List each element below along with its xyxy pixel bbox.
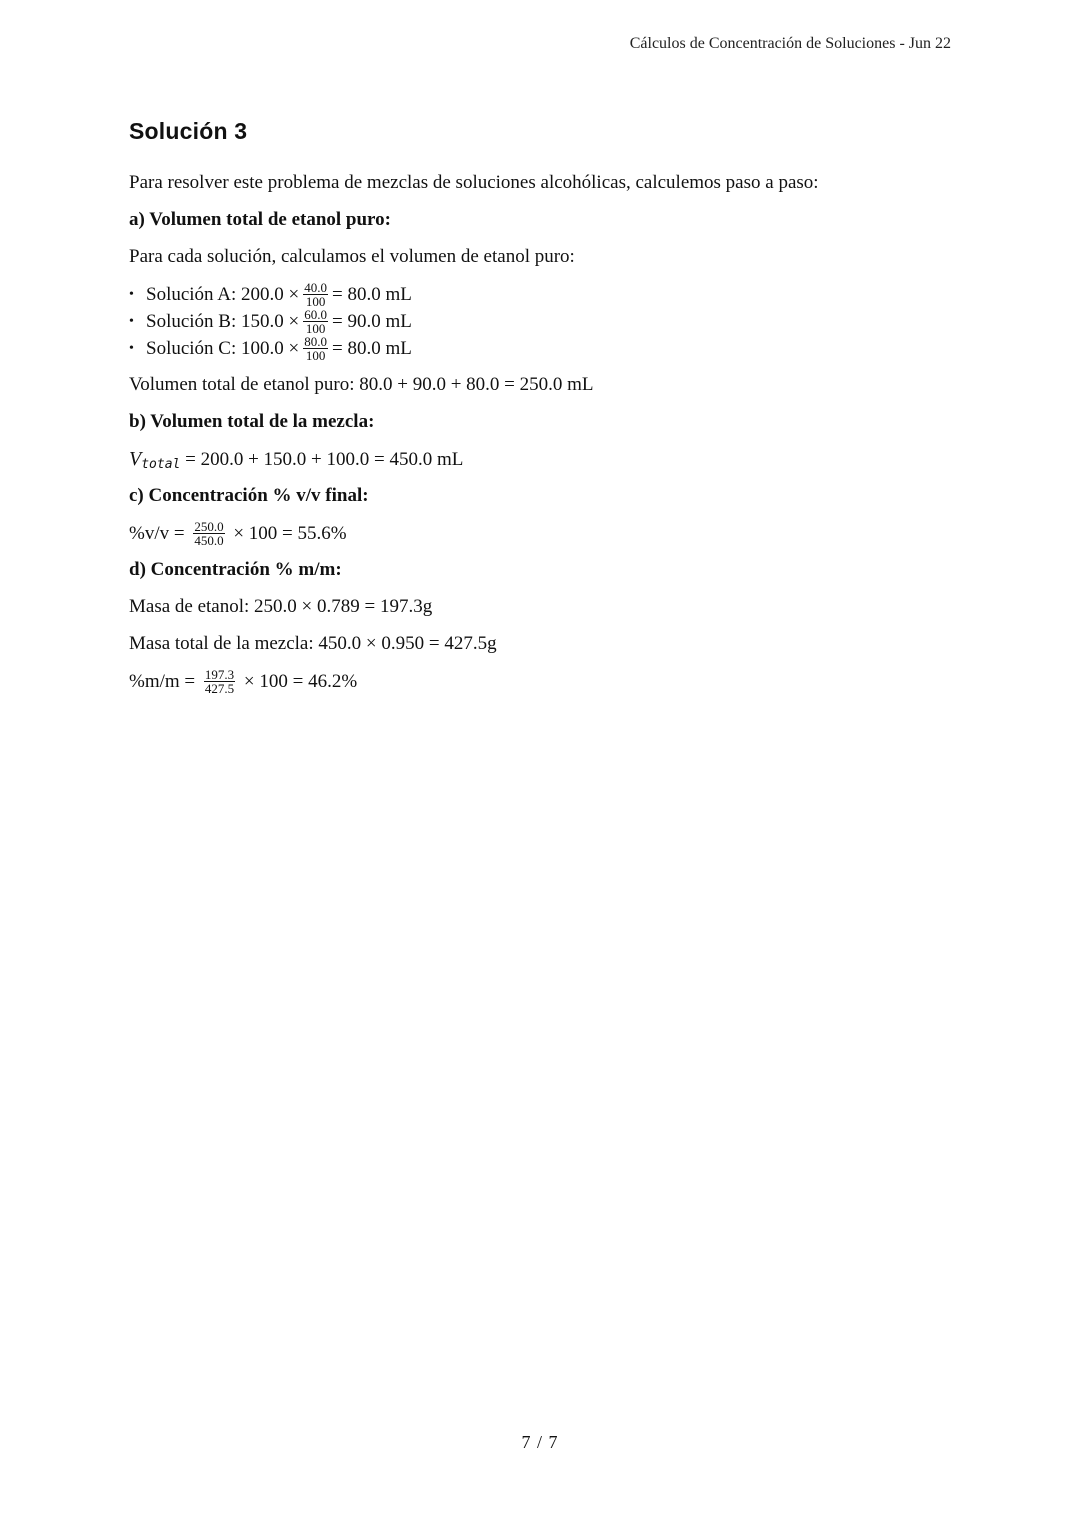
part-b-equation bbox=[129, 446, 951, 473]
fraction-denominator: 100 bbox=[305, 321, 326, 336]
fraction bbox=[303, 281, 328, 308]
page-content bbox=[129, 118, 951, 705]
page-number: 7 / 7 bbox=[521, 1432, 559, 1452]
fraction-numerator: 250.0 bbox=[194, 519, 224, 534]
part-b-expression: = 200.0 + 150.0 + 100.0 = 450.0 mL bbox=[180, 448, 464, 470]
part-c-rhs: × 100 = 55.6% bbox=[228, 522, 347, 544]
item-result: = 80.0 mL bbox=[331, 283, 412, 305]
running-header: Cálculos de Concentración de Soluciones - Jun 22 bbox=[629, 35, 951, 52]
fraction-numerator: 40.0 bbox=[304, 280, 327, 295]
bullet-icon: • bbox=[129, 286, 134, 302]
part-d-rhs: × 100 = 46.2% bbox=[239, 670, 358, 692]
mass-ethanol: Masa de etanol: 250.0 × 0.789 = 197.3g bbox=[129, 596, 433, 617]
item-result: = 80.0 mL bbox=[331, 337, 412, 359]
item-label: Solución A: 200.0 × bbox=[146, 283, 300, 305]
fraction-numerator: 80.0 bbox=[304, 334, 327, 349]
intro-text: Para resolver este problema de mezclas de soluciones alcohólicas, calculemos paso a paso: bbox=[129, 172, 819, 193]
list-item bbox=[129, 281, 951, 308]
variable-subscript: total bbox=[141, 457, 181, 472]
section-title: Solución 3 bbox=[129, 118, 248, 144]
list-item bbox=[129, 335, 951, 362]
bullet-icon: • bbox=[129, 313, 134, 329]
part-d-heading: d) Concentración % m/m: bbox=[129, 559, 342, 580]
fraction-denominator: 100 bbox=[305, 348, 326, 363]
fraction-numerator: 197.3 bbox=[204, 667, 235, 682]
part-a-text: Para cada solución, calculamos el volumen de etanol puro: bbox=[129, 246, 575, 267]
bullet-icon: • bbox=[129, 340, 134, 356]
part-c-equation bbox=[129, 520, 951, 547]
list-item bbox=[129, 308, 951, 335]
fraction-denominator: 427.5 bbox=[204, 681, 235, 696]
item-label: Solución C: 100.0 × bbox=[146, 337, 300, 359]
mass-total: Masa total de la mezcla: 450.0 × 0.950 = 427.5g bbox=[129, 633, 497, 654]
item-label: Solución B: 150.0 × bbox=[146, 310, 300, 332]
fraction bbox=[303, 335, 328, 362]
part-c-heading: c) Concentración % v/v final: bbox=[129, 485, 369, 506]
variable-v: V bbox=[129, 448, 142, 470]
fraction bbox=[303, 308, 328, 335]
part-c-lhs: %v/v = bbox=[129, 522, 190, 544]
solution-list bbox=[129, 281, 951, 362]
part-d-equation bbox=[129, 668, 951, 695]
fraction-numerator: 60.0 bbox=[304, 307, 327, 322]
item-result: = 90.0 mL bbox=[331, 310, 412, 332]
part-b-heading: b) Volumen total de la mezcla: bbox=[129, 411, 375, 432]
part-d-lhs: %m/m = bbox=[129, 670, 200, 692]
fraction-denominator: 100 bbox=[305, 294, 326, 309]
fraction bbox=[204, 668, 235, 695]
fraction bbox=[193, 520, 224, 547]
fraction-denominator: 450.0 bbox=[194, 533, 224, 548]
part-a-heading: a) Volumen total de etanol puro: bbox=[129, 209, 391, 230]
part-a-total: Volumen total de etanol puro: 80.0 + 90.0 + 80.0 = 250.0 mL bbox=[129, 374, 594, 395]
